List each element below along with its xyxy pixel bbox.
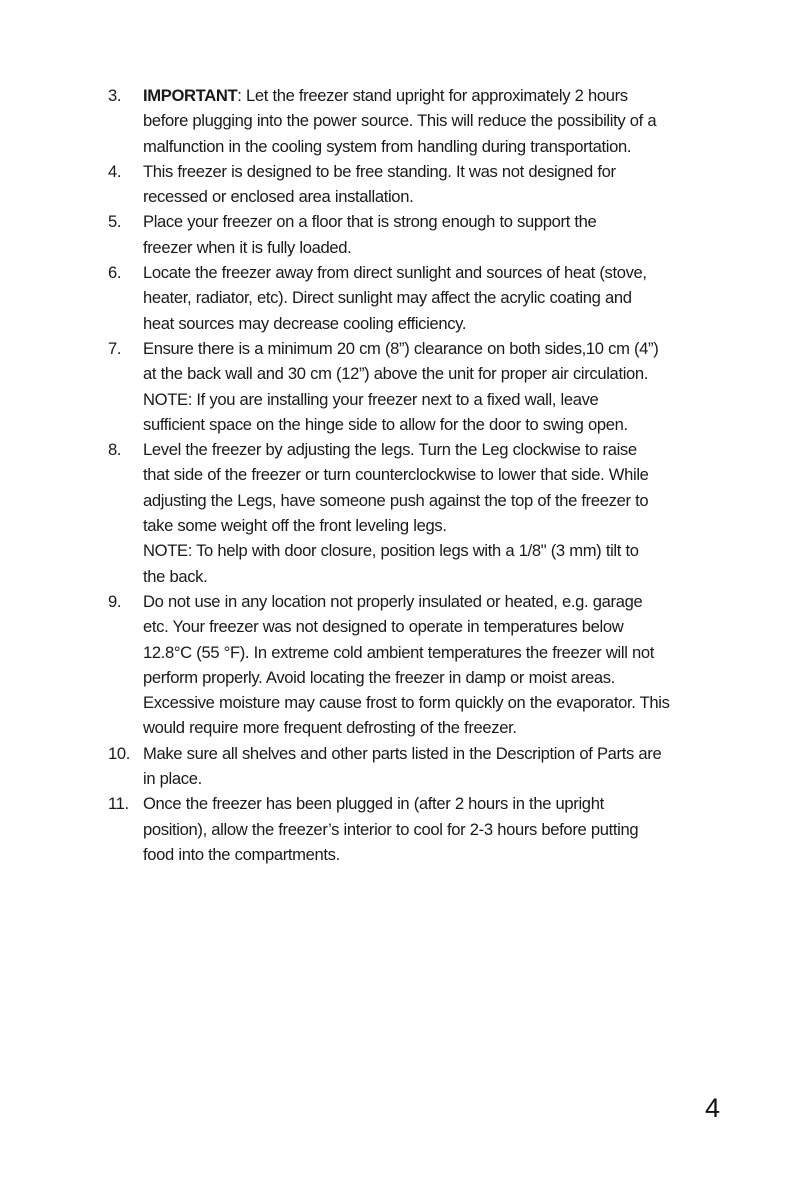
item-number: 10. xyxy=(108,743,131,763)
item-line: recessed or enclosed area installation. xyxy=(143,187,414,207)
item-line: Make sure all shelves and other parts listed in the Description of Parts are xyxy=(143,743,662,763)
item-line: the back. xyxy=(143,566,208,586)
item-line xyxy=(143,83,698,108)
item-line: take some weight off the front leveling legs. xyxy=(143,516,447,536)
item-line: in place. xyxy=(143,769,202,789)
item-line: heat sources may decrease cooling efficiency. xyxy=(143,313,467,333)
item-number: 6. xyxy=(108,263,122,283)
list-item xyxy=(108,83,698,159)
item-line: would require more frequent defrosting of the freezer. xyxy=(143,718,517,738)
item-line: etc. Your freezer was not designed to operate in temperatures below xyxy=(143,617,624,637)
list-item xyxy=(108,159,698,210)
item-number: 4. xyxy=(108,161,122,181)
item-line: at the back wall and 30 cm (12”) above the unit for proper air circulation. xyxy=(143,364,649,384)
list-item xyxy=(108,589,698,741)
item-line: sufficient space on the hinge side to allow for the door to swing open. xyxy=(143,414,628,434)
item-line: Do not use in any location not properly insulated or heated, e.g. garage xyxy=(143,591,643,611)
item-line: Place your freezer on a floor that is strong enough to support the xyxy=(143,212,597,232)
item-line: malfunction in the cooling system from handling during transportation. xyxy=(143,136,632,156)
item-line: heater, radiator, etc). Direct sunlight may affect the acrylic coating and xyxy=(143,288,632,308)
item-line: Once the freezer has been plugged in (after 2 hours in the upright xyxy=(143,794,604,814)
item-number: 5. xyxy=(108,212,122,232)
item-line: food into the compartments. xyxy=(143,844,340,864)
item-line: Locate the freezer away from direct sunlight and sources of heat (stove, xyxy=(143,263,647,283)
list-item xyxy=(108,260,698,336)
note-line: NOTE: If you are installing your freezer next to a fixed wall, leave xyxy=(143,389,599,409)
item-line: Level the freezer by adjusting the legs. Turn the Leg clockwise to raise xyxy=(143,440,637,460)
instruction-list xyxy=(108,83,698,867)
important-label: IMPORTANT xyxy=(143,86,238,105)
item-line: 12.8°C (55 °F). In extreme cold ambient temperatures the freezer will not xyxy=(143,642,655,662)
item-number: 3. xyxy=(108,86,122,105)
item-line: freezer when it is fully loaded. xyxy=(143,237,352,257)
item-line: that side of the freezer or turn counterclockwise to lower that side. While xyxy=(143,465,649,485)
item-line: perform properly. Avoid locating the freezer in damp or moist areas. xyxy=(143,667,615,687)
item-line: position), allow the freezer’s interior to cool for 2-3 hours before putting xyxy=(143,819,639,839)
page-number: 4 xyxy=(704,1093,720,1123)
item-line-text: : Let the freezer stand upright for approximately 2 hours xyxy=(237,86,628,105)
item-number: 11. xyxy=(108,794,129,814)
list-item xyxy=(108,741,698,792)
item-number: 8. xyxy=(108,440,122,460)
item-line: before plugging into the power source. This will reduce the possibility of a xyxy=(143,111,657,131)
list-item xyxy=(108,336,698,437)
item-line: adjusting the Legs, have someone push against the top of the freezer to xyxy=(143,490,649,510)
list-item xyxy=(108,209,698,260)
item-line: Ensure there is a minimum 20 cm (8”) clearance on both sides,10 cm (4”) xyxy=(143,338,659,358)
list-item xyxy=(108,437,698,589)
item-line: This freezer is designed to be free standing. It was not designed for xyxy=(143,161,616,181)
item-number: 9. xyxy=(108,591,122,611)
item-number: 7. xyxy=(108,338,122,358)
note-line: NOTE: To help with door closure, position legs with a 1/8" (3 mm) tilt to xyxy=(143,541,639,561)
item-line: Excessive moisture may cause frost to form quickly on the evaporator. This xyxy=(143,693,670,713)
list-item xyxy=(108,791,698,867)
